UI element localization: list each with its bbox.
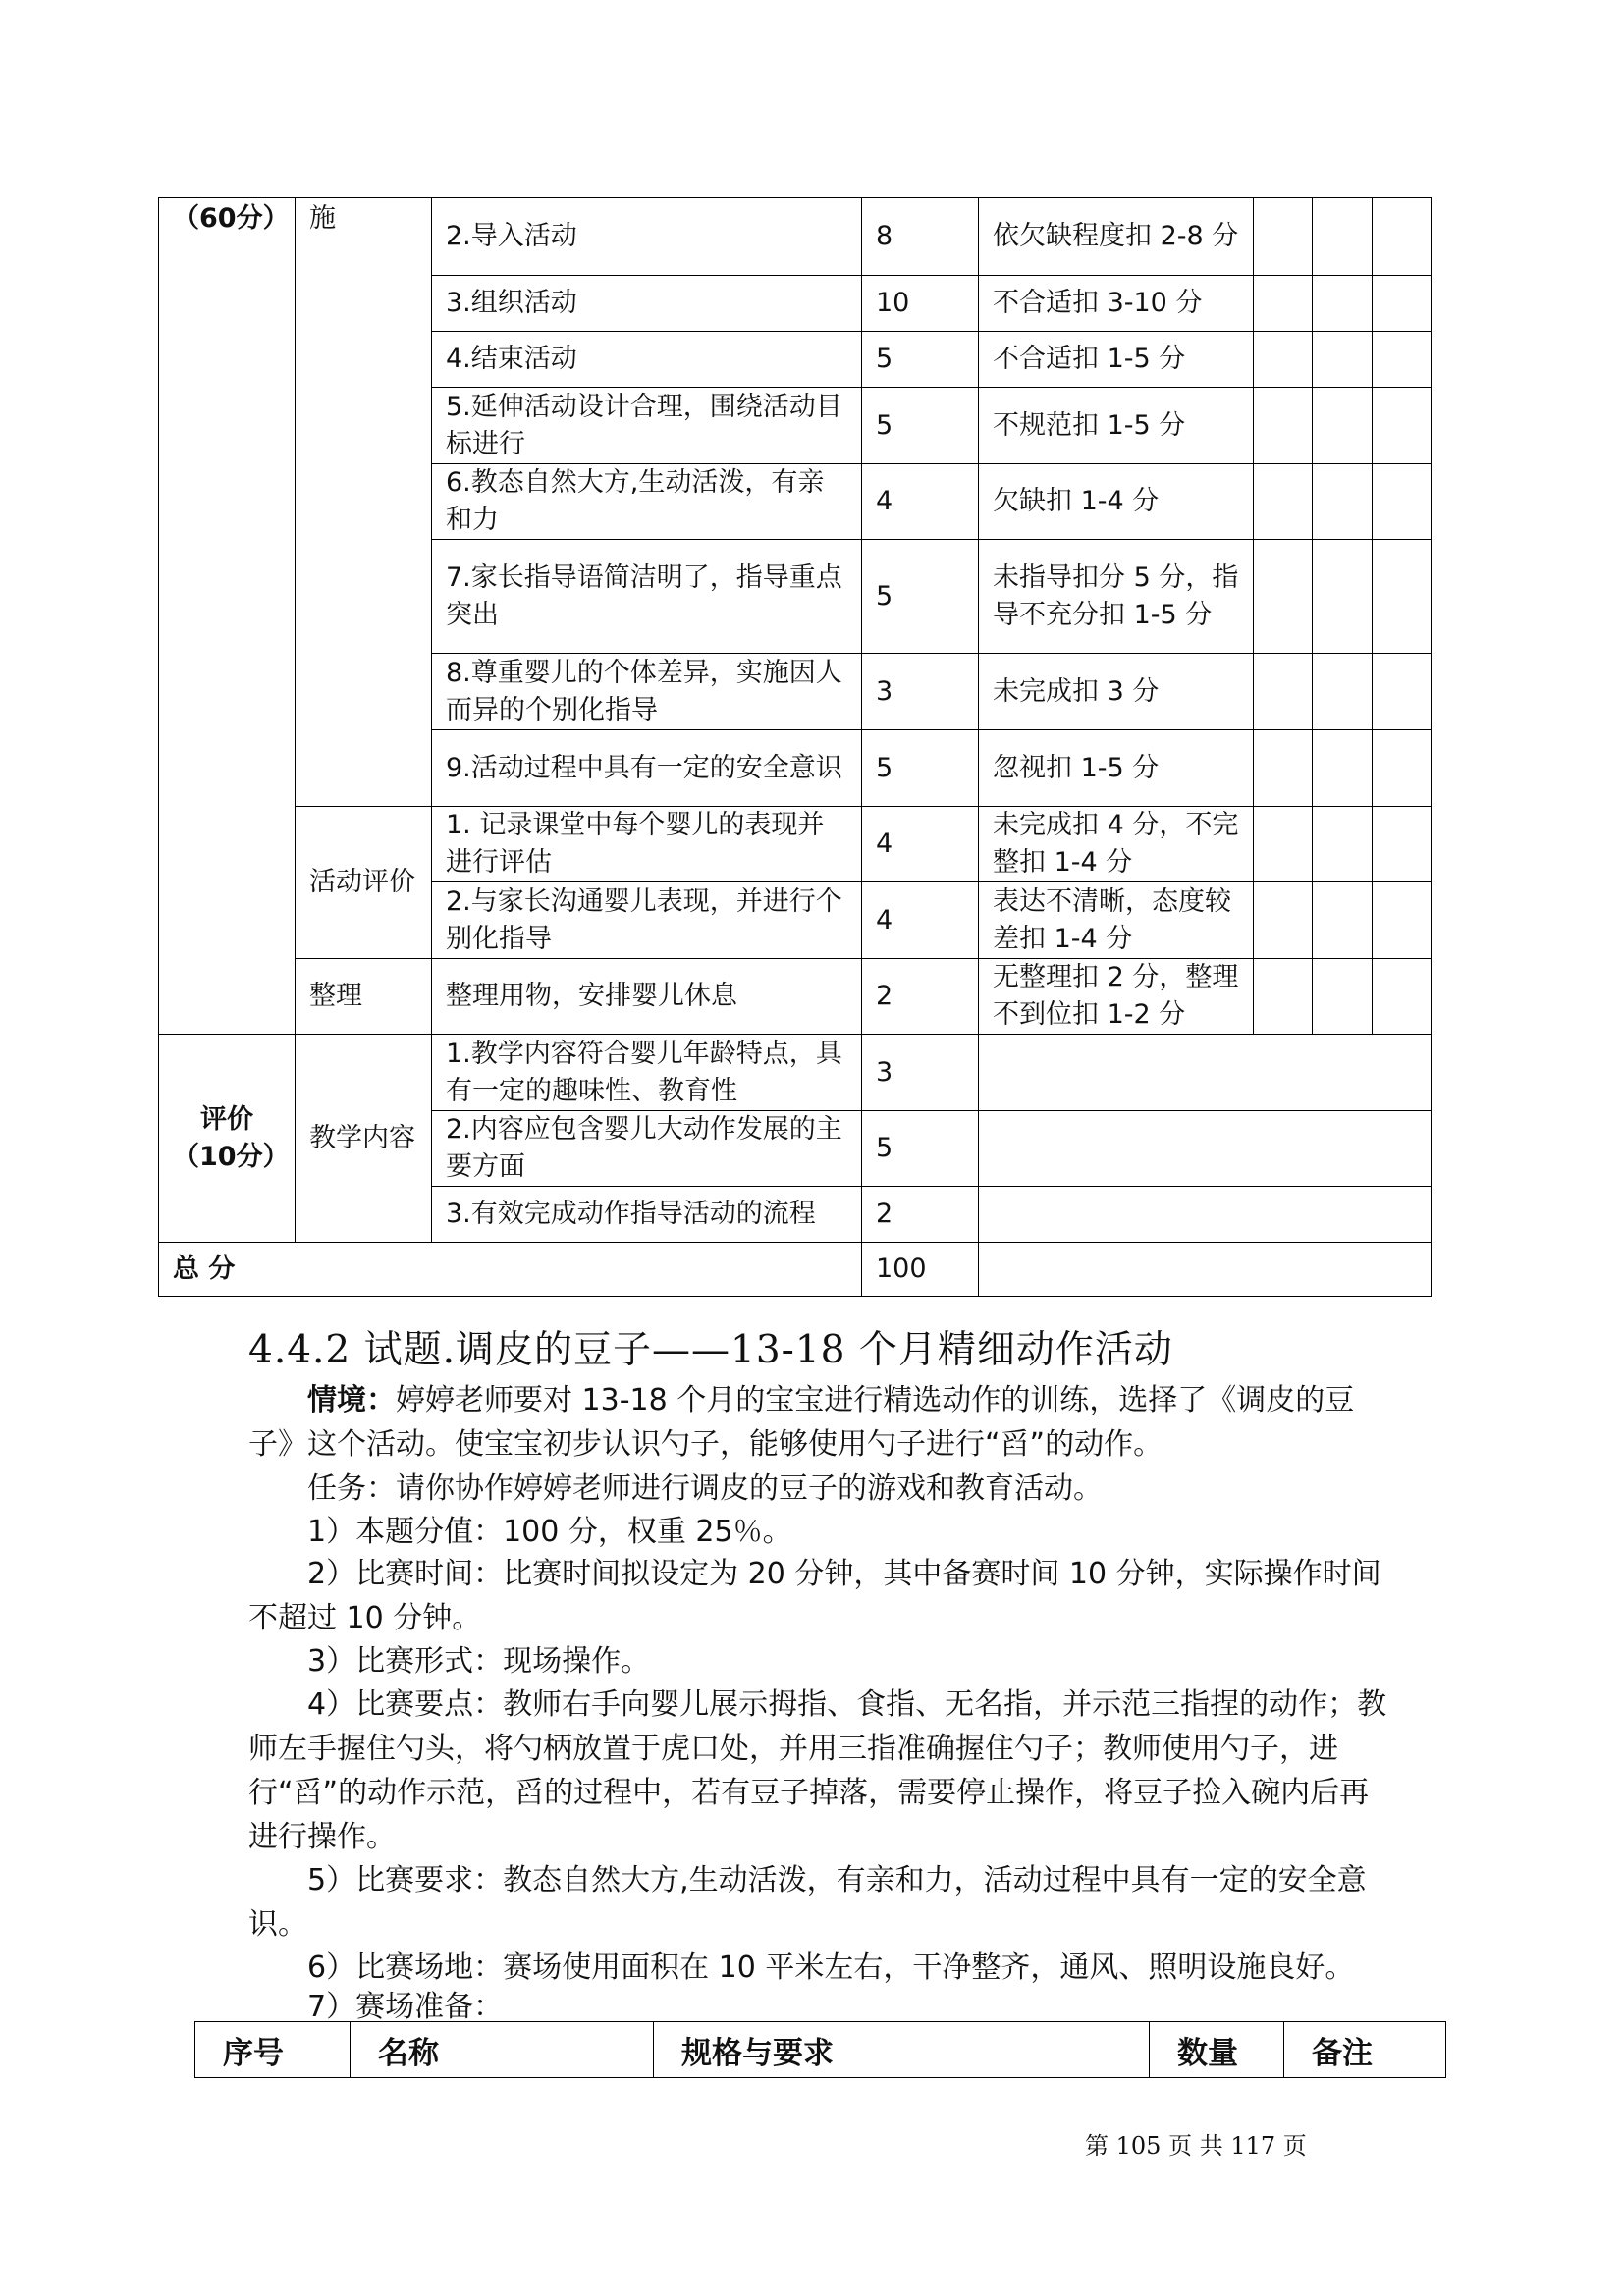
equip-header-remark: 备注 [1284,2022,1446,2078]
section-b-label-line1: 评价 [200,1103,253,1135]
blank-cell [979,1243,1432,1297]
score-cell: 3 [862,654,979,730]
section-b-label [159,1035,296,1243]
equipment-table [194,2021,1446,2078]
score-cell: 5 [862,1111,979,1187]
item-cell: 4.结束活动 [432,332,862,388]
blank-cell [1313,959,1373,1035]
score-cell: 10 [862,276,979,332]
blank-cell [1254,540,1313,654]
blank-cell [1254,882,1313,959]
item-cell: 3.组织活动 [432,276,862,332]
group-label-tidy: 整理 [296,959,432,1035]
situation-text: 婷婷老师要对 13-18 个月的宝宝进行精选动作的训练，选择了《调皮的豆子》这个活动。使宝宝初步认识勺子，能够使用勺子进行“舀”的动作。 [248,1383,1355,1462]
item-cell: 整理用物，安排婴儿休息 [432,959,862,1035]
deduct-cell: 不合适扣 1-5 分 [979,332,1254,388]
blank-cell [1373,654,1432,730]
blank-cell [1313,540,1373,654]
score-cell: 4 [862,464,979,540]
blank-cell [1373,959,1432,1035]
equip-header-quantity: 数量 [1150,2022,1284,2078]
deduct-cell: 未完成扣 4 分，不完整扣 1-4 分 [979,807,1254,882]
page-footer: 第 105 页 共 117 页 [1085,2132,1307,2160]
blank-cell [1254,959,1313,1035]
blank-cell [1373,882,1432,959]
blank-cell [1373,730,1432,807]
blank-cell [1313,332,1373,388]
blank-cell [1254,198,1313,276]
equip-header-spec: 规格与要求 [654,2022,1150,2078]
deduct-cell: 未完成扣 3 分 [979,654,1254,730]
item-cell: 3.有效完成动作指导活动的流程 [432,1187,862,1243]
item-cell: 8.尊重婴儿的个体差异，实施因人而异的个别化指导 [432,654,862,730]
section-heading: 4.4.2 试题.调皮的豆子——13-18 个月精细动作活动 [248,1328,1173,1372]
task-paragraph: 任务：请你协作婷婷老师进行调皮的豆子的游戏和教育活动。 [307,1471,1103,1506]
item-cell: 1. 记录课堂中每个婴儿的表现并进行评估 [432,807,862,882]
blank-cell [1254,276,1313,332]
blank-cell [1373,276,1432,332]
item-cell: 2.内容应包含婴儿大动作发展的主要方面 [432,1111,862,1187]
item-cell: 1.教学内容符合婴儿年龄特点，具有一定的趣味性、教育性 [432,1035,862,1111]
score-cell: 5 [862,730,979,807]
deduct-cell: 不规范扣 1-5 分 [979,388,1254,464]
deduct-cell: 未指导扣分 5 分，指导不充分扣 1-5 分 [979,540,1254,654]
blank-cell [1373,388,1432,464]
blank-cell [1254,654,1313,730]
score-cell: 5 [862,388,979,464]
score-cell: 2 [862,1187,979,1243]
item-cell: 2.与家长沟通婴儿表现，并进行个别化指导 [432,882,862,959]
blank-cell [1254,464,1313,540]
blank-cell [1254,807,1313,882]
blank-cell [1373,540,1432,654]
score-cell: 8 [862,198,979,276]
deduct-cell: 欠缺扣 1-4 分 [979,464,1254,540]
score-cell: 2 [862,959,979,1035]
item-cell: 2.导入活动 [432,198,862,276]
blank-cell [1313,654,1373,730]
equip-header-index: 序号 [195,2022,351,2078]
blank-cell [979,1111,1432,1187]
deduct-cell: 表达不清晰，态度较差扣 1-4 分 [979,882,1254,959]
group-label-evaluation: 活动评价 [296,807,432,959]
score-cell: 4 [862,807,979,882]
deduct-cell: 无整理扣 2 分，整理不到位扣 1-2 分 [979,959,1254,1035]
blank-cell [1373,464,1432,540]
score-table [158,197,1432,1297]
item-cell: 5.延伸活动设计合理，围绕活动目标进行 [432,388,862,464]
score-cell: 3 [862,1035,979,1111]
group-label-implement: 施 [296,198,432,807]
item-paragraph: 4）比赛要点：教师右手向婴儿展示拇指、食指、无名指，并示范三指捏的动作；教师左手握住勺头，将勺柄放置于虎口处，并用三指准确握住勺子；教师使用勺子，进行“舀”的动作示范，舀的过程中，若有豆子掉落，需要停止操作，将豆子捡入碗内后再进行操作。 [248,1687,1387,1854]
section-b-label-line2: （10分） [173,1141,290,1172]
item-paragraph: 7）赛场准备： [307,1990,504,2024]
score-cell: 4 [862,882,979,959]
deduct-cell: 不合适扣 3-10 分 [979,276,1254,332]
group-label-content: 教学内容 [296,1035,432,1243]
item-paragraph: 2）比赛时间：比赛时间拟设定为 20 分钟，其中备赛时间 10 分钟，实际操作时间不超过 10 分钟。 [248,1557,1381,1635]
blank-cell [1313,276,1373,332]
blank-cell [1313,807,1373,882]
blank-cell [979,1187,1432,1243]
blank-cell [1254,332,1313,388]
blank-cell [1373,807,1432,882]
blank-cell [1313,464,1373,540]
item-cell: 6.教态自然大方,生动活泼，有亲和力 [432,464,862,540]
blank-cell [979,1035,1432,1111]
blank-cell [1254,388,1313,464]
item-paragraph: 1）本题分值：100 分，权重 25％。 [307,1515,792,1549]
item-paragraph: 5）比赛要求：教态自然大方,生动活泼，有亲和力，活动过程中具有一定的安全意识。 [248,1863,1367,1942]
blank-cell [1313,882,1373,959]
situation-paragraph [248,1378,1397,1467]
deduct-cell: 忽视扣 1-5 分 [979,730,1254,807]
item-cell: 9.活动过程中具有一定的安全意识 [432,730,862,807]
blank-cell [1313,388,1373,464]
total-label: 总 分 [159,1243,862,1297]
total-score: 100 [862,1243,979,1297]
item-paragraph: 3）比赛形式：现场操作。 [307,1644,651,1679]
blank-cell [1254,730,1313,807]
deduct-cell: 依欠缺程度扣 2-8 分 [979,198,1254,276]
score-cell: 5 [862,332,979,388]
situation-label: 情境： [307,1383,396,1417]
score-cell: 5 [862,540,979,654]
section-a-label: （60分） [159,198,296,1035]
item-paragraph: 6）比赛场地：赛场使用面积在 10 平米左右，干净整齐，通风、照明设施良好。 [307,1950,1355,1985]
blank-cell [1313,730,1373,807]
equip-header-name: 名称 [351,2022,654,2078]
blank-cell [1313,198,1373,276]
item-cell: 7.家长指导语简洁明了，指导重点突出 [432,540,862,654]
blank-cell [1373,332,1432,388]
blank-cell [1373,198,1432,276]
